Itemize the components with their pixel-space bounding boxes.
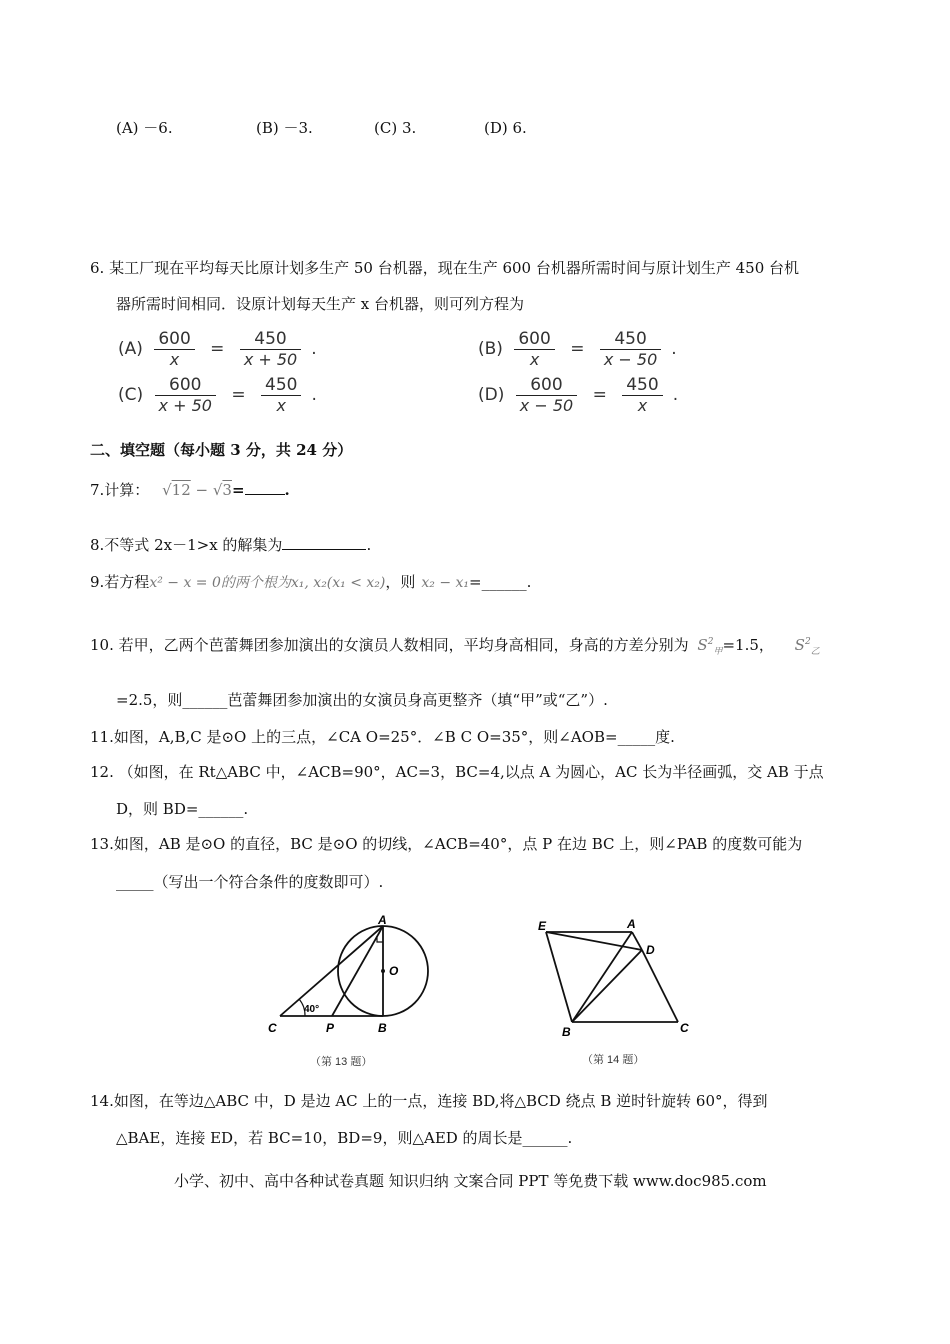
label-b: B [562, 1025, 571, 1039]
option-label: (D) [478, 385, 505, 405]
section-title: 二、填空题（每小题 3 分，共 24 分） [90, 441, 353, 459]
q14-line2: △BAE，连接 ED，若 BC=10，BD=9，则△AED 的周长是______. [116, 1129, 573, 1147]
q6-option-c: (C) $\frac{600}{x + 50}$ = $\frac{450}{x}$ . [118, 374, 317, 415]
q7: 7.计算： √12 − √3= . [90, 481, 290, 499]
q12-line1: 12. （如图，在 Rt△ABC 中，∠ACB=90°，AC=3，BC=4,以点 A 为圆心，AC 长为半径画弧，交 AB 于点 [90, 763, 824, 781]
q14-line1: 14.如图，在等边△ABC 中，D 是边 AC 上的一点，连接 BD,将△BCD 绕点 B 逆时针旋转 60°，得到 [90, 1092, 768, 1110]
q5-option-b: (B) －3. [256, 119, 313, 137]
q6-option-a: (A) $\frac{600}{x}$ = $\frac{450}{x + 50}$ . [118, 328, 317, 369]
q6-option-d: (D) $\frac{600}{x - 50}$ = $\frac{450}{x}$ . [478, 374, 679, 415]
label-a: A [378, 913, 387, 927]
q8: 8.不等式 2x－1>x 的解集为 . [90, 536, 372, 554]
q10-line2: =2.5，则______芭蕾舞团参加演出的女演员身高更整齐（填“甲”或“乙”）. [116, 691, 608, 709]
q6-option-b: (B) $\frac{600}{x}$ = $\frac{450}{x - 50}$ . [478, 328, 677, 369]
label-c: C [268, 1021, 277, 1035]
q5-option-d: (D) 6. [484, 119, 527, 137]
q5-option-c: (C) 3. [374, 119, 417, 137]
figure-14 [530, 912, 710, 1072]
fig14-caption: （第 14 题） [582, 1054, 645, 1066]
label-b: B [378, 1021, 387, 1035]
label-d: D [646, 943, 655, 957]
page-footer: 小学、初中、高中各种试卷真题 知识归纳 文案合同 PPT 等免费下载 www.doc985.com [174, 1172, 767, 1190]
q10-line1: 10. 若甲，乙两个芭蕾舞团参加演出的女演员人数相同，平均身高相同，身高的方差分别为 $S^2_甲=1.5$， $S^2_乙$ [90, 636, 820, 657]
option-label: (C) [118, 385, 144, 405]
label-angle: 40° [304, 1004, 320, 1015]
label-e: E [538, 919, 547, 933]
label-o: O [389, 964, 399, 978]
q9: 9.若方程x² − x = 0的两个根为x₁, x₂(x₁ < x₂)，则 x₂ − x₁=______. [90, 573, 532, 591]
label-a: A [627, 917, 636, 931]
q5-option-a: (A) －6. [116, 119, 173, 137]
q6-stem-line1: 6. 某工厂现在平均每天比原计划多生产 50 台机器，现在生产 600 台机器所需时间与原计划生产 450 台机 [90, 259, 800, 277]
q13-line2: _____（写出一个符合条件的度数即可）. [116, 873, 384, 891]
label-p: P [326, 1021, 335, 1035]
label-c: C [680, 1021, 689, 1035]
q6-stem-line2: 器所需时间相同．设原计划每天生产 x 台机器，则可列方程为 [116, 295, 524, 313]
q12-line2: D，则 BD=______. [116, 800, 249, 818]
fig13-caption: （第 13 题） [310, 1056, 373, 1068]
option-label: (A) [118, 339, 143, 359]
figure-13 [260, 912, 440, 1072]
option-label: (B) [478, 339, 503, 359]
q13-line1: 13.如图，AB 是⊙O 的直径，BC 是⊙O 的切线，∠ACB=40°，点 P 在边 BC 上，则∠PAB 的度数可能为 [90, 835, 803, 853]
q11: 11.如图，A,B,C 是⊙O 上的三点，∠CA O=25°．∠B C O=35°，则∠AOB=_____度. [90, 728, 675, 746]
